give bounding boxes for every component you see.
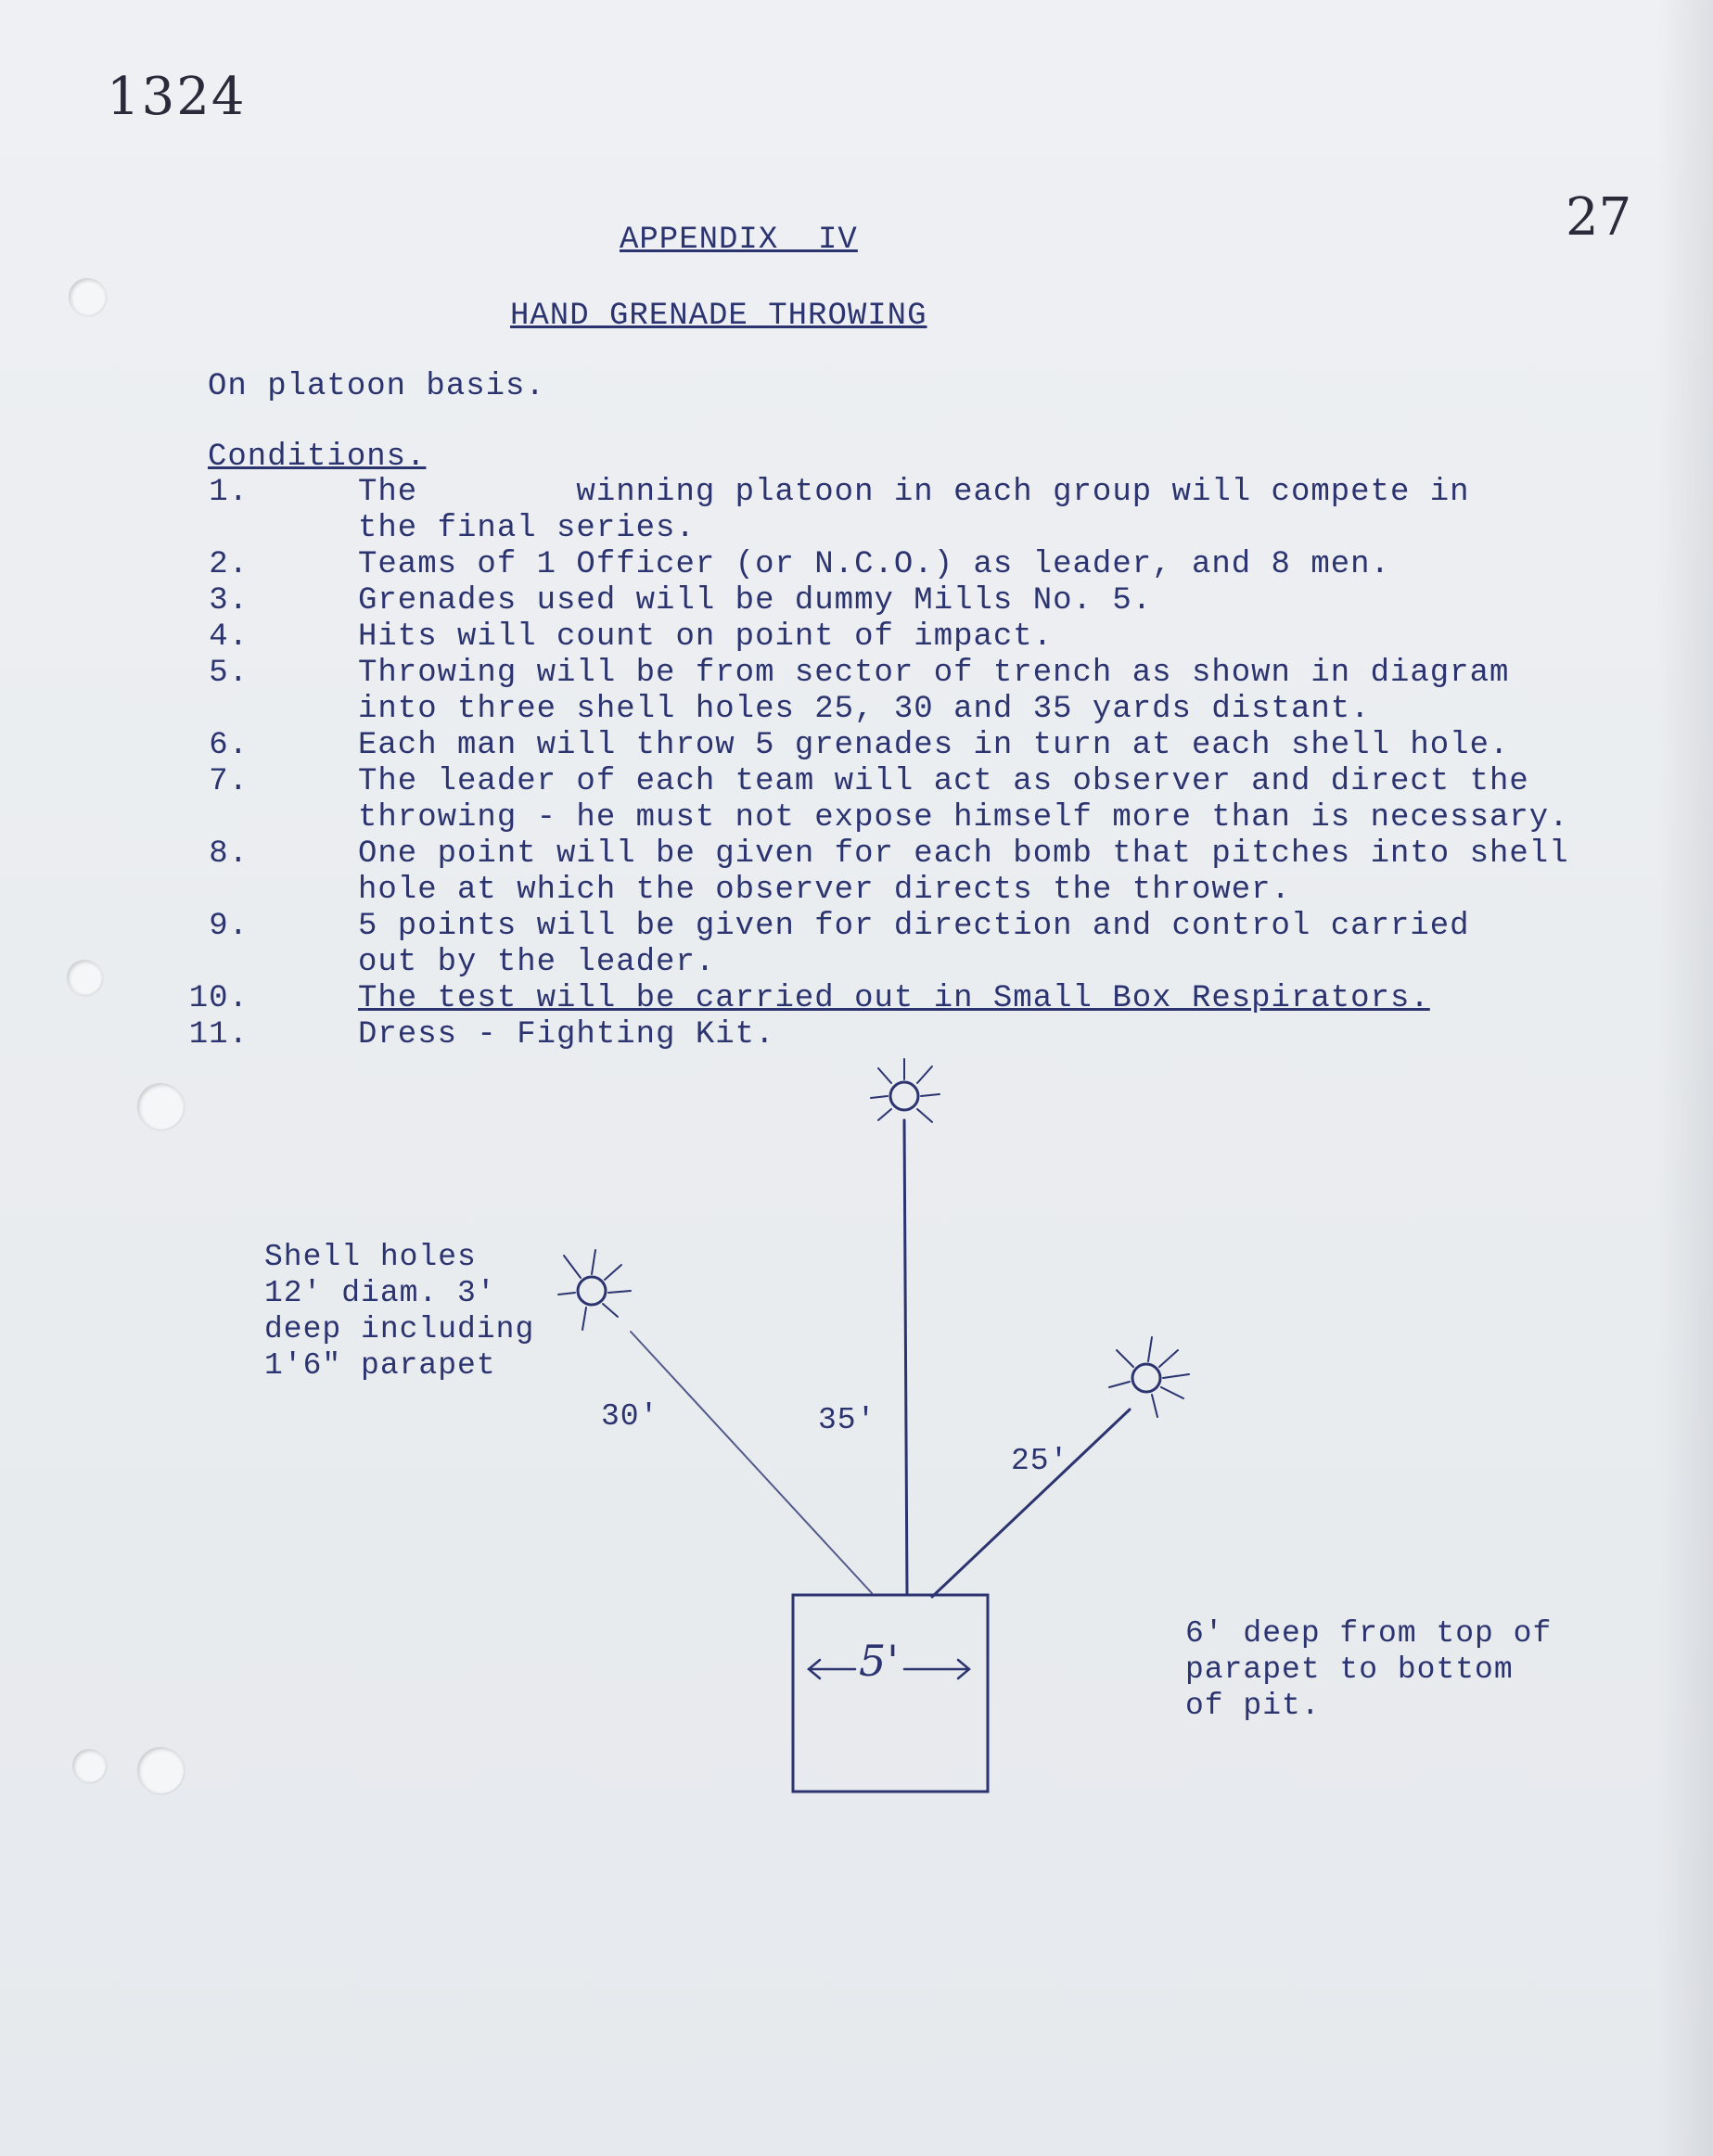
condition-number: 8. xyxy=(209,836,249,872)
condition-line: The winning platoon in each group will compete in xyxy=(358,475,1470,510)
condition-line: Each man will throw 5 grenades in turn at each shell hole. xyxy=(358,728,1510,763)
note-line: 1'6" parapet xyxy=(264,1348,496,1383)
condition-line: throwing - he must not expose himself more than is necessary. xyxy=(358,800,1569,836)
folio-number: 1324 xyxy=(107,67,247,127)
condition-line: Dress - Fighting Kit. xyxy=(358,1017,775,1052)
condition-number: 1. xyxy=(209,475,249,510)
condition-number: 10. xyxy=(188,981,249,1016)
shell-hole-right xyxy=(1109,1337,1189,1417)
condition-line: 5 points will be given for direction and control carried xyxy=(358,909,1470,944)
condition-line: One point will be given for each bomb that pitches into shell xyxy=(358,836,1569,872)
note-line: parapet to bottom xyxy=(1185,1652,1514,1687)
throw-line-left xyxy=(631,1332,872,1593)
condition-number: 9. xyxy=(209,909,249,944)
condition-number: 3. xyxy=(209,583,249,619)
appendix-title: APPENDIX IV xyxy=(620,223,858,258)
note-line: of pit. xyxy=(1185,1689,1321,1723)
distance-label-center: 35' xyxy=(818,1403,876,1437)
throw-line-center xyxy=(904,1120,907,1595)
page-number: 27 xyxy=(1566,187,1632,248)
conditions-heading: Conditions. xyxy=(208,440,427,475)
condition-line: hole at which the observer directs the thrower. xyxy=(358,873,1291,908)
pit-width-label: 5' xyxy=(859,1636,900,1686)
condition-line: into three shell holes 25, 30 and 35 yards distant. xyxy=(358,692,1371,727)
trench-pit xyxy=(793,1595,988,1792)
note-line: 12' diam. 3' xyxy=(264,1276,496,1310)
condition-number: 2. xyxy=(209,547,249,582)
condition-line: The test will be carried out in Small Box Respirators. xyxy=(358,981,1430,1016)
intro-text: On platoon basis. xyxy=(208,369,545,404)
pit-depth-note xyxy=(1185,1615,1552,1724)
condition-line: Hits will count on point of impact. xyxy=(358,619,1054,655)
throw-line-right xyxy=(932,1410,1130,1597)
condition-line: the final series. xyxy=(358,511,696,546)
condition-line: The leader of each team will act as observer and direct the xyxy=(358,764,1529,799)
condition-number: 11. xyxy=(188,1017,249,1052)
shell-hole-note xyxy=(264,1239,534,1384)
condition-line: out by the leader. xyxy=(358,945,716,980)
condition-line: Teams of 1 Officer (or N.C.O.) as leader, and 8 men. xyxy=(358,547,1390,582)
note-line: deep including xyxy=(264,1312,535,1346)
condition-line: Throwing will be from sector of trench as shown in diagram xyxy=(358,656,1510,691)
document-subtitle: HAND GRENADE THROWING xyxy=(510,299,927,334)
note-line: 6' deep from top of xyxy=(1185,1616,1553,1651)
condition-number: 6. xyxy=(209,728,249,763)
condition-line: Grenades used will be dummy Mills No. 5. xyxy=(358,583,1153,619)
distance-label-right: 25' xyxy=(1011,1444,1069,1478)
shell-hole-left xyxy=(558,1250,631,1330)
note-line: Shell holes xyxy=(264,1240,477,1274)
shell-hole-center xyxy=(871,1059,940,1122)
distance-label-left: 30' xyxy=(601,1399,659,1434)
condition-number: 5. xyxy=(209,656,249,691)
condition-number: 4. xyxy=(209,619,249,655)
condition-number: 7. xyxy=(209,764,249,799)
